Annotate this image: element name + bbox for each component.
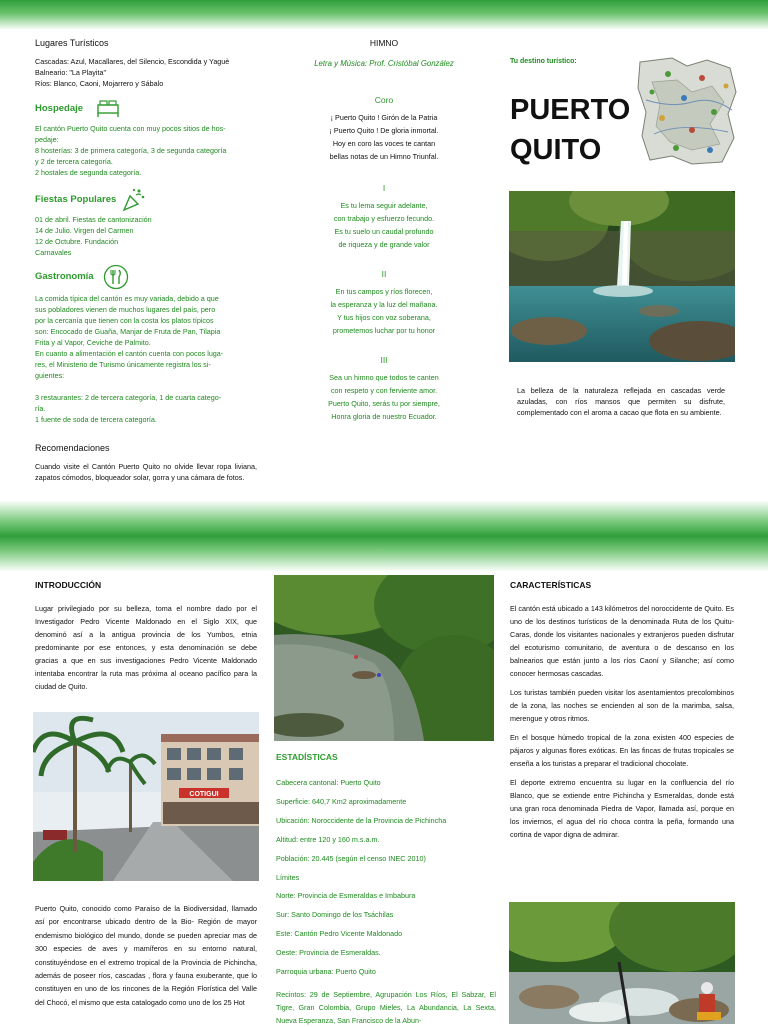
balneario-text: Balneario: "La Playita": [35, 68, 107, 77]
verse-line: prometemos luchar por tu honor: [332, 326, 436, 335]
panel-cover: [510, 56, 630, 67]
verse-line: la esperanza y la luz del mañana.: [330, 300, 438, 309]
fiestas-line: 14 de Julio. Virgen del Carmen: [35, 226, 134, 235]
intro-text: Lugar privilegiado por su belleza, toma el nombre dado por el Investigador Pedro Vicente Maldonado en el Siglo XIX, que denominó así a la antigua provincia de los Yumbos, etnia predominante por ese entonces, y esta denominación se debe gracias a que en sus investigaciones Pedro Vicente Maldonado intentaba encontrar la ruta mas próxima al oceano pacífico para la ciudad de Quito.: [35, 604, 257, 691]
stanza-i: [270, 199, 498, 251]
canton-map-image: [632, 52, 742, 170]
store-sign-text: COTIGUI: [189, 791, 219, 798]
bed-icon: [95, 97, 121, 119]
verse-line: ¡ Puerto Quito ! Girón de la Patria: [330, 113, 438, 122]
gastronomia-line: La comida típica del cantón es muy variada, debido a que: [35, 294, 219, 303]
gastronomia-line: por la cercanía que tienen con la costa los platos típicos: [35, 316, 214, 325]
lugares-title: Lugares Turísticos: [35, 38, 109, 48]
gastronomia-line: Frita y al Vapor, Ceviche de Palmito.: [35, 338, 151, 347]
cover-title-line: QUITO: [510, 134, 602, 166]
verse-line: Es tu suelo un caudal profundo: [334, 227, 434, 236]
rios-text: Ríos: Blanco, Caoni, Mojarrero y Sábalo: [35, 79, 164, 88]
fiestas-list: [35, 214, 257, 258]
hospedaje-line: pedaje:: [35, 135, 59, 144]
stanza-i-title: I: [382, 183, 386, 193]
gastronomia-list: [35, 293, 257, 425]
gastronomia-line: sus pobladores vienen de muchos lugares del país, pero: [35, 305, 216, 314]
stanza-iii: [270, 371, 498, 423]
stats-item: Sur: Santo Domingo de los Tsáchilas: [276, 910, 394, 920]
hospedaje-title: Hospedaje: [35, 103, 84, 114]
recomendaciones-text: Cuando visite el Cantón Puerto Quito no olvide llevar ropa liviana, zapatos cómodos, bloqueador solar, gorra y una cámara de fotos.: [35, 462, 257, 482]
stanza-ii-title: II: [381, 269, 387, 279]
stats-item: Límites: [276, 872, 300, 882]
gastronomia-line: En cuanto a alimentación el cantón cuenta con pocos luga-: [35, 349, 224, 358]
stats-item: Oeste: Provincia de Esmeraldas.: [276, 948, 381, 958]
car-paragraph-3: En el bosque húmedo tropical de la zona existen 400 especies de pájaros y algunas flores exóticas. En las fincas de frutas tropicales se enseña a los turistas a preparar el tradicional chocolate.: [510, 733, 734, 768]
fiestas-title: Fiestas Populares: [35, 194, 117, 205]
car-paragraph-4: El deporte extremo encuentra su lugar en la confluencia del río Blanco, que se extiende entre Pichincha y Esmeraldas, donde está una gran roca denominada Piedra de Vapor, llamada así, porque en los inviernos, el agua del río choca contra la peña, formando una cortina de vapor digna de admirar.: [510, 778, 734, 839]
cutlery-icon: [103, 264, 129, 290]
destino-label: Tu destino turístico:: [510, 58, 577, 65]
panel-lugares: [35, 38, 257, 483]
coro-verse: [270, 111, 498, 163]
verse-line: ¡ Puerto Quito ! De gloria inmortal.: [329, 126, 439, 135]
stats-item: Norte: Provincia de Esmeraldas e Imbabura: [276, 891, 416, 901]
verse-line: Sea un himno que todos te canten: [329, 373, 439, 382]
coro-title: Coro: [374, 95, 394, 105]
car-paragraph-1: El cantón está ubicado a 143 kilómetros del noroccidente de Quito. Es uno de los destinos turísticos de la denominada Ruta de los Quitu-Caras, donde los visitantes nacionales y extranjeros pueden disfrutar del ecoturismo comunitario, de aventura o de descanso en los balnearios que están junto a los ríos Caoní y Silanche; así como conocer hermosas cascadas.: [510, 604, 734, 678]
verse-line: de riqueza y de grande valor: [338, 240, 430, 249]
panel-estadisticas: [276, 752, 496, 1027]
verse-line: bellas notas de un Himno Triunfal.: [329, 152, 439, 161]
verse-line: Honra gloria de nuestro Ecuador.: [331, 412, 437, 421]
car-title: CARACTERÍSTICAS: [510, 580, 592, 590]
verse-line: Puerto Quito, serás tu por siempre,: [328, 399, 440, 408]
gastronomia-line: 1 fuente de soda de tercera categoría.: [35, 415, 157, 424]
gastronomia-title: Gastronomía: [35, 271, 94, 282]
fiestas-line: 12 de Octubre. Fundación: [35, 237, 119, 246]
himno-title: HIMNO: [369, 38, 399, 48]
kayak-photo: [509, 902, 735, 1024]
car-paragraph-2: Los turistas también pueden visitar los asentamientos precolombinos de la zona, las noches se encienden al son de la marimba, salsa, merengue y otros ritmos.: [510, 688, 734, 723]
stanza-ii: [270, 285, 498, 337]
waterfall-photo: [509, 191, 735, 362]
verse-line: Y tus hijos con voz soberana,: [337, 313, 431, 322]
stats-item: Altitud: entre 120 y 160 m.s.a.m.: [276, 834, 380, 844]
gastronomia-line: res, el Ministerio de Turismo únicamente registra los si-: [35, 360, 211, 369]
fiestas-line: 01 de abril. Fiestas de cantonización: [35, 215, 152, 224]
verse-line: Hoy en coro las voces te cantan: [332, 139, 436, 148]
gastronomia-line: guientes:: [35, 371, 65, 380]
cascadas-text: Cascadas: Azul, Macallares, del Silencio, Escondida y Yaguè: [35, 57, 230, 66]
stats-item: Población: 20.445 (según el censo INEC 2010): [276, 853, 426, 863]
stats-list: [276, 774, 496, 982]
verse-line: Es tu lema seguir adelante,: [340, 201, 428, 210]
intro-title: INTRODUCCIÓN: [35, 580, 102, 590]
fiestas-line: Carnavales: [35, 248, 72, 257]
stats-title: ESTADÍSTICAS: [276, 752, 338, 762]
hospedaje-line: El cantón Puerto Quito cuenta con muy pocos sitios de hos-: [35, 124, 226, 133]
stats-item: Este: Cantón Pedro Vicente Maldonado: [276, 929, 403, 939]
cover-title-line: PUERTO: [510, 94, 631, 126]
recomendaciones-title: Recomendaciones: [35, 443, 110, 453]
recintos-text: Recintos: 29 de Septiembre, Agrupación Los Ríos, El Sabzar, El Tigre, Gran Colombia, Grupo Mieles, La Abundancia, La Sexta, Nueva Esperanza, San Francisco de la Abun-: [276, 989, 496, 1025]
verse-line: con respeto y con ferviente amor.: [330, 386, 438, 395]
cover-title: [510, 90, 640, 170]
verse-line: con trabajo y esfuerzo fecundo.: [333, 214, 435, 223]
party-popper-icon: [121, 186, 147, 212]
gastronomia-line: [35, 381, 257, 392]
stanza-iii-title: III: [380, 355, 388, 365]
gastronomia-line: son: Encocado de Guaña, Manjar de Fruta de Pan, Tilapia: [35, 327, 221, 336]
street-photo: [33, 712, 259, 881]
gastronomia-line: 3 restaurantes: 2 de tercera categoría, 1 de cuarta catego-: [35, 393, 222, 402]
panel-caracteristicas: [510, 580, 734, 841]
hospedaje-list: [35, 123, 257, 178]
hospedaje-line: 2 hostales de segunda categoría.: [35, 168, 142, 177]
stats-item: Cabecera cantonal: Puerto Quito: [276, 778, 381, 787]
hospedaje-line: y 2 de tercera categoría.: [35, 157, 113, 166]
hospedaje-line: 8 hosterías: 3 de primera categoría, 3 de segunda categoría: [35, 146, 227, 155]
stats-item: Ubicación: Noroccidente de la Provincia de Pichincha: [276, 815, 447, 825]
stats-item: Parroquia urbana: Puerto Quito: [276, 967, 376, 977]
paraiso-text: Puerto Quito, conocido como Paraíso de la Biodiversidad, llamado así por encontrarse ubicado dentro de la Bio- Región de mayor endemismo biológico del mundo, donde se pueden apreciar mas de 300 especies de aves y mamíferos en su entorno natural, constituyéndose en el extremo tropical de la Provincia de Pichincha, además de poseer ríos, cascadas , flora y fauna exuberante, que lo constituyen en uno de los rincones de la Región Florística del Valle del Chocó, el mismo que esta catalogado como uno de los 25 Hot: [35, 904, 257, 1007]
top-green-band: [0, 0, 768, 30]
himno-author: Letra y Música: Prof. Cristóbal González: [314, 59, 454, 68]
cover-caption: La belleza de la naturaleza reflejada en cascadas verde azuladas, con ríos mansos que permiten su disfrute, complementado con el aroma a cacao que flota en su ambiente.: [517, 386, 725, 417]
gastronomia-line: ría.: [35, 404, 46, 413]
river-photo: [274, 575, 494, 741]
middle-green-band: [0, 500, 768, 572]
stats-item: Superficie: 640,7 Km2 aproximadamente: [276, 796, 407, 806]
panel-introduccion: [35, 580, 257, 693]
panel-himno: [270, 38, 498, 423]
verse-line: En tus campos y ríos florecen,: [335, 287, 433, 296]
